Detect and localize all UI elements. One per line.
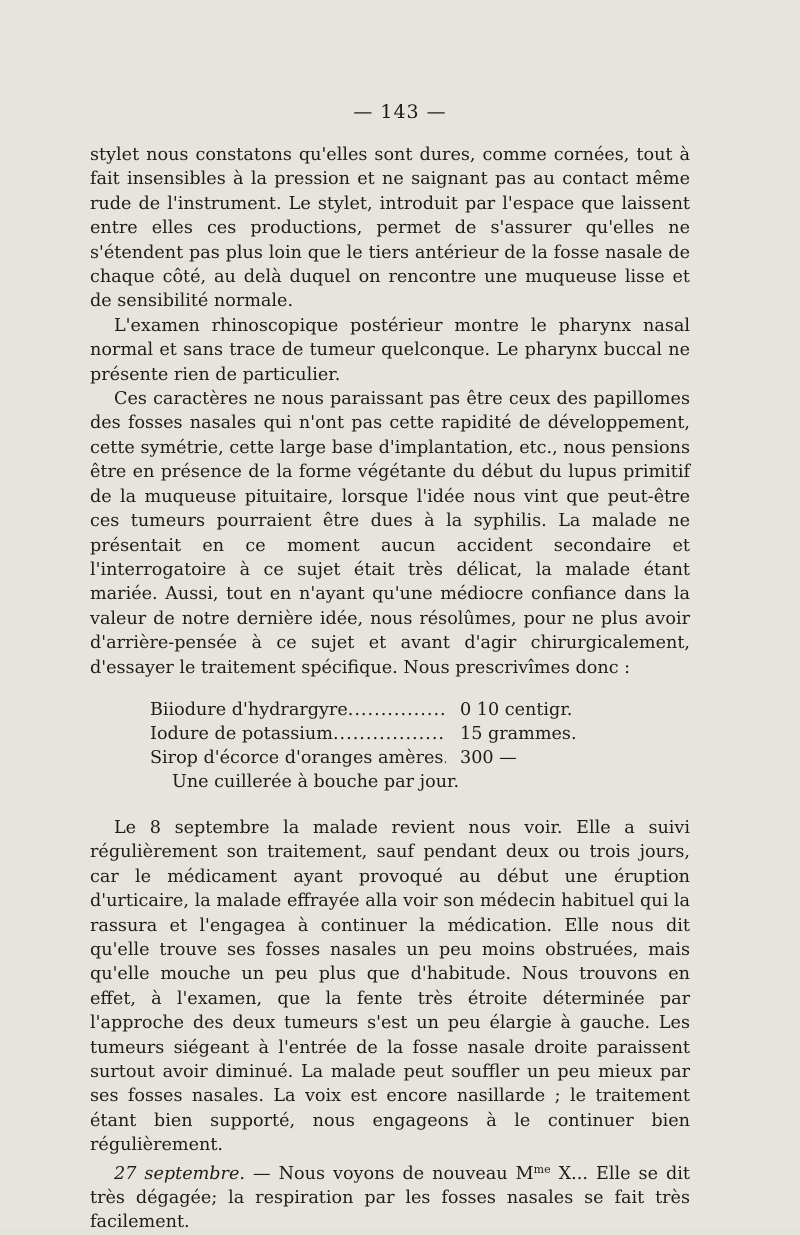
prescription-row [150,746,630,770]
leader-dots [348,698,446,722]
prescription-row [150,698,630,722]
paragraph-1: stylet nous constatons qu'elles sont dures, comme cornées, tout à fait insensibles à la pression et ne saignant pas au contact même rude de l'instrument. Le stylet, introduit par l'espace que laissent entre elles ces productions, permet de s'assurer qu'elles ne s'étendent pas plus loin que le tiers antérieur de la fosse nasale de chaque côté, au delà duquel on rencontre une muqueuse lisse et de sensibilité normale. [90,145,690,312]
title-superscript: me [533,1162,551,1176]
prescription-item-quantity: 15 grammes. [460,723,577,744]
paragraph-5 [90,1158,690,1235]
prescription-row [150,722,630,746]
paragraph-5-text-a: — Nous voyons de nouveau M [244,1163,534,1184]
prescription-dosage: Une cuillerée à bouche par jour. [172,771,460,792]
leader-dots [333,722,446,746]
prescription-item-name: Sirop d'écorce d'oranges amères [150,747,444,768]
prescription [150,698,630,794]
prescription-item-quantity: 0 10 centigr. [460,699,573,720]
paragraph-4: Le 8 septembre la malade revient nous voir. Elle a suivi régulièrement son traitement, sauf pendant deux ou trois jours, car le médicament ayant provoqué au début une éruption d'urticaire, la malade effrayée alla voir son médecin habituel qui la rassura et l'engagea à continuer la médication. Elle nous dit qu'elle trouve ses fosses nasales un peu moins obstruées, mais qu'elle mouche un peu plus que d'habitude. Nous trouvons en effet, à l'examen, que la fente très étroite déterminée par l'approche des deux tumeurs s'est un peu élargie à gauche. Les tumeurs siégeant à l'entrée de la fosse nasale droite paraissent surtout avoir diminué. La malade peut souffler un peu mieux par ses fosses nasales. La voix est encore nasillarde ; le traitement étant bien supporté, nous engageons à le continuer bien régulièrement. [90,817,690,1156]
prescription-item-quantity: 300 — [460,747,517,768]
prescription-item-name: Iodure de potassium [150,723,333,744]
page-number: — 143 — [353,101,447,123]
paragraph-2: L'examen rhinoscopique postérieur montre le pharynx nasal normal et sans trace de tumeur quelconque. Le pharynx buccal ne présente rien de particulier. [90,315,690,385]
paragraph-5-text-b: X... Elle se dit très dégagée; la respiration par les fosses nasales se fait très facilement. [90,1163,690,1233]
entry-date: 27 septembre. [114,1163,245,1184]
paragraph-3: Ces caractères ne nous paraissant pas être ceux des papillomes des fosses nasales qui n'ont pas cette rapidité de développement, cette symétrie, cette large base d'implantation, etc., nous pensions être en présence de la forme végétante du début du lupus primitif de la muqueuse pituitaire, lorsque l'idée nous vint que peut-être ces tumeurs pourraient être dues à la syphilis. La malade ne présentait en ce moment aucun accident secondaire et l'interrogatoire à ce sujet était très délicat, la malade étant mariée. Aussi, tout en n'ayant qu'une médiocre confiance dans la valeur de notre dernière idée, nous résolûmes, pour ne plus avoir d'arrière-pensée à ce sujet et avant d'agir chirurgicalement, d'essayer le traitement spécifique. Nous prescrivîmes donc : [90,389,690,678]
body-text [90,143,690,1235]
prescription-item-name: Biiodure d'hydrargyre [150,699,348,720]
